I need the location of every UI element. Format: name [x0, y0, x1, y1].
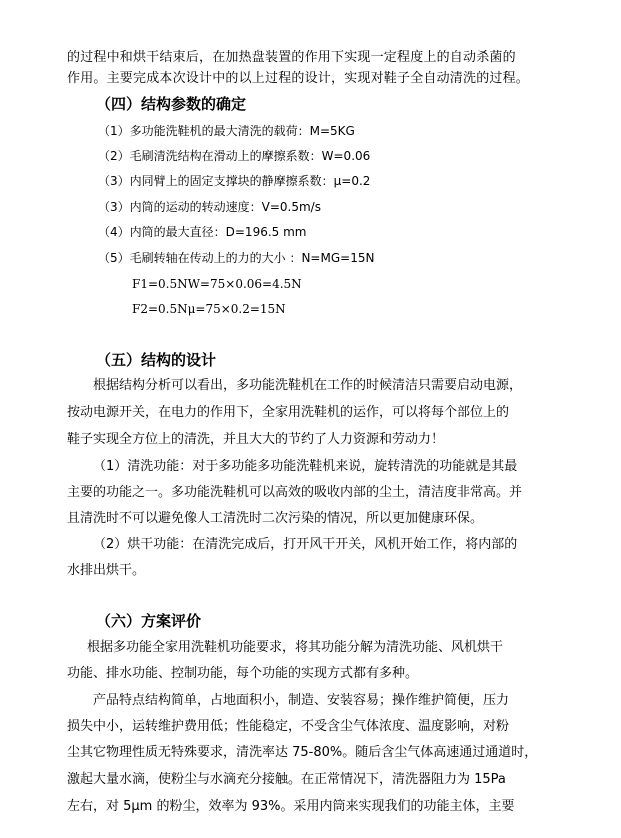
paragraph-line: 损失中小，运转维护费用低；性能稳定，不受含尘气体浓度、温度影响，对粉: [67, 719, 510, 734]
paragraph-line: 按动电源开关，在电力的作用下，全家用洗鞋机的运作，可以将每个部位上的: [67, 405, 510, 420]
paragraph-line: 的过程中和烘干结束后，在加热盘装置的作用下实现一定程度上的自动杀菌的: [67, 50, 516, 65]
parameter-item: （2）毛刷清洗结构在滑动上的摩擦系数：W=0.06: [98, 149, 371, 163]
formula-line: F2=0.5Nμ=75×0.2=15N: [132, 302, 286, 316]
paragraph-line: 且清洗时不可以避免像人工清洗时二次污染的情况，所以更加健康环保。: [67, 511, 484, 526]
section-heading: （六）方案评价: [96, 612, 202, 630]
paragraph-line: 根据多功能全家用洗鞋机功能要求，将其功能分解为清洗功能、风机烘干: [87, 640, 504, 655]
paragraph-line: 左右，对 5μm 的粉尘，效率为 93%。采用内筒来实现我们的功能主体，主要: [67, 799, 515, 814]
parameter-item: （1）多功能洗鞋机的最大清洗的载荷：M=5KG: [98, 124, 355, 138]
paragraph-line: 产品特点结构简单，占地面积小，制造、安装容易；操作维护简便，压力: [93, 693, 510, 708]
paragraph-line: 尘其它物理性质无特殊要求，清洗率达 75-80%。随后含尘气体高速通过通道时，: [67, 745, 538, 760]
paragraph-line: （2）烘干功能：在清洗完成后，打开风干开关，风机开始工作，将内部的: [93, 537, 518, 552]
formula-line: F1=0.5NW=75×0.06=4.5N: [132, 277, 302, 291]
parameter-item: （5）毛刷转轴在传动上的力的大小 ：N=MG=15N: [98, 251, 375, 265]
paragraph-line: 鞋子实现全方位上的清洗，并且大大的节约了人力资源和劳动力！: [67, 432, 445, 447]
paragraph-line: 作用。主要完成本次设计中的以上过程的设计，实现对鞋子全自动清洗的过程。: [67, 71, 530, 86]
paragraph-line: 根据结构分析可以看出，多功能洗鞋机在工作的时候清洁只需要启动电源，: [93, 378, 523, 393]
section-heading: （五）结构的设计: [96, 351, 217, 369]
section-heading: （四）结构参数的确定: [96, 95, 247, 113]
parameter-item: （3）内同臂上的固定支撑块的静摩擦系数：μ=0.2: [98, 174, 371, 188]
parameter-item: （4）内筒的最大直径：D=196.5 mm: [98, 225, 307, 239]
paragraph-line: 水排出烘干。: [67, 563, 146, 578]
paragraph-line: （1）清洗功能：对于多功能多功能洗鞋机来说，旋转清洗的功能就是其最: [93, 459, 518, 474]
paragraph-line: 激起大量水滴，使粉尘与水滴充分接触。在正常情况下，清洗器阻力为 15Pa: [67, 772, 506, 787]
paragraph-line: 主要的功能之一。多功能洗鞋机可以高效的吸收内部的尘土，清洁度非常高。并: [67, 485, 523, 500]
paragraph-line: 功能、排水功能、控制功能，每个功能的实现方式都有多种。: [67, 666, 419, 681]
parameter-item: （3）内筒的运动的转动速度：V=0.5m/s: [98, 200, 321, 214]
